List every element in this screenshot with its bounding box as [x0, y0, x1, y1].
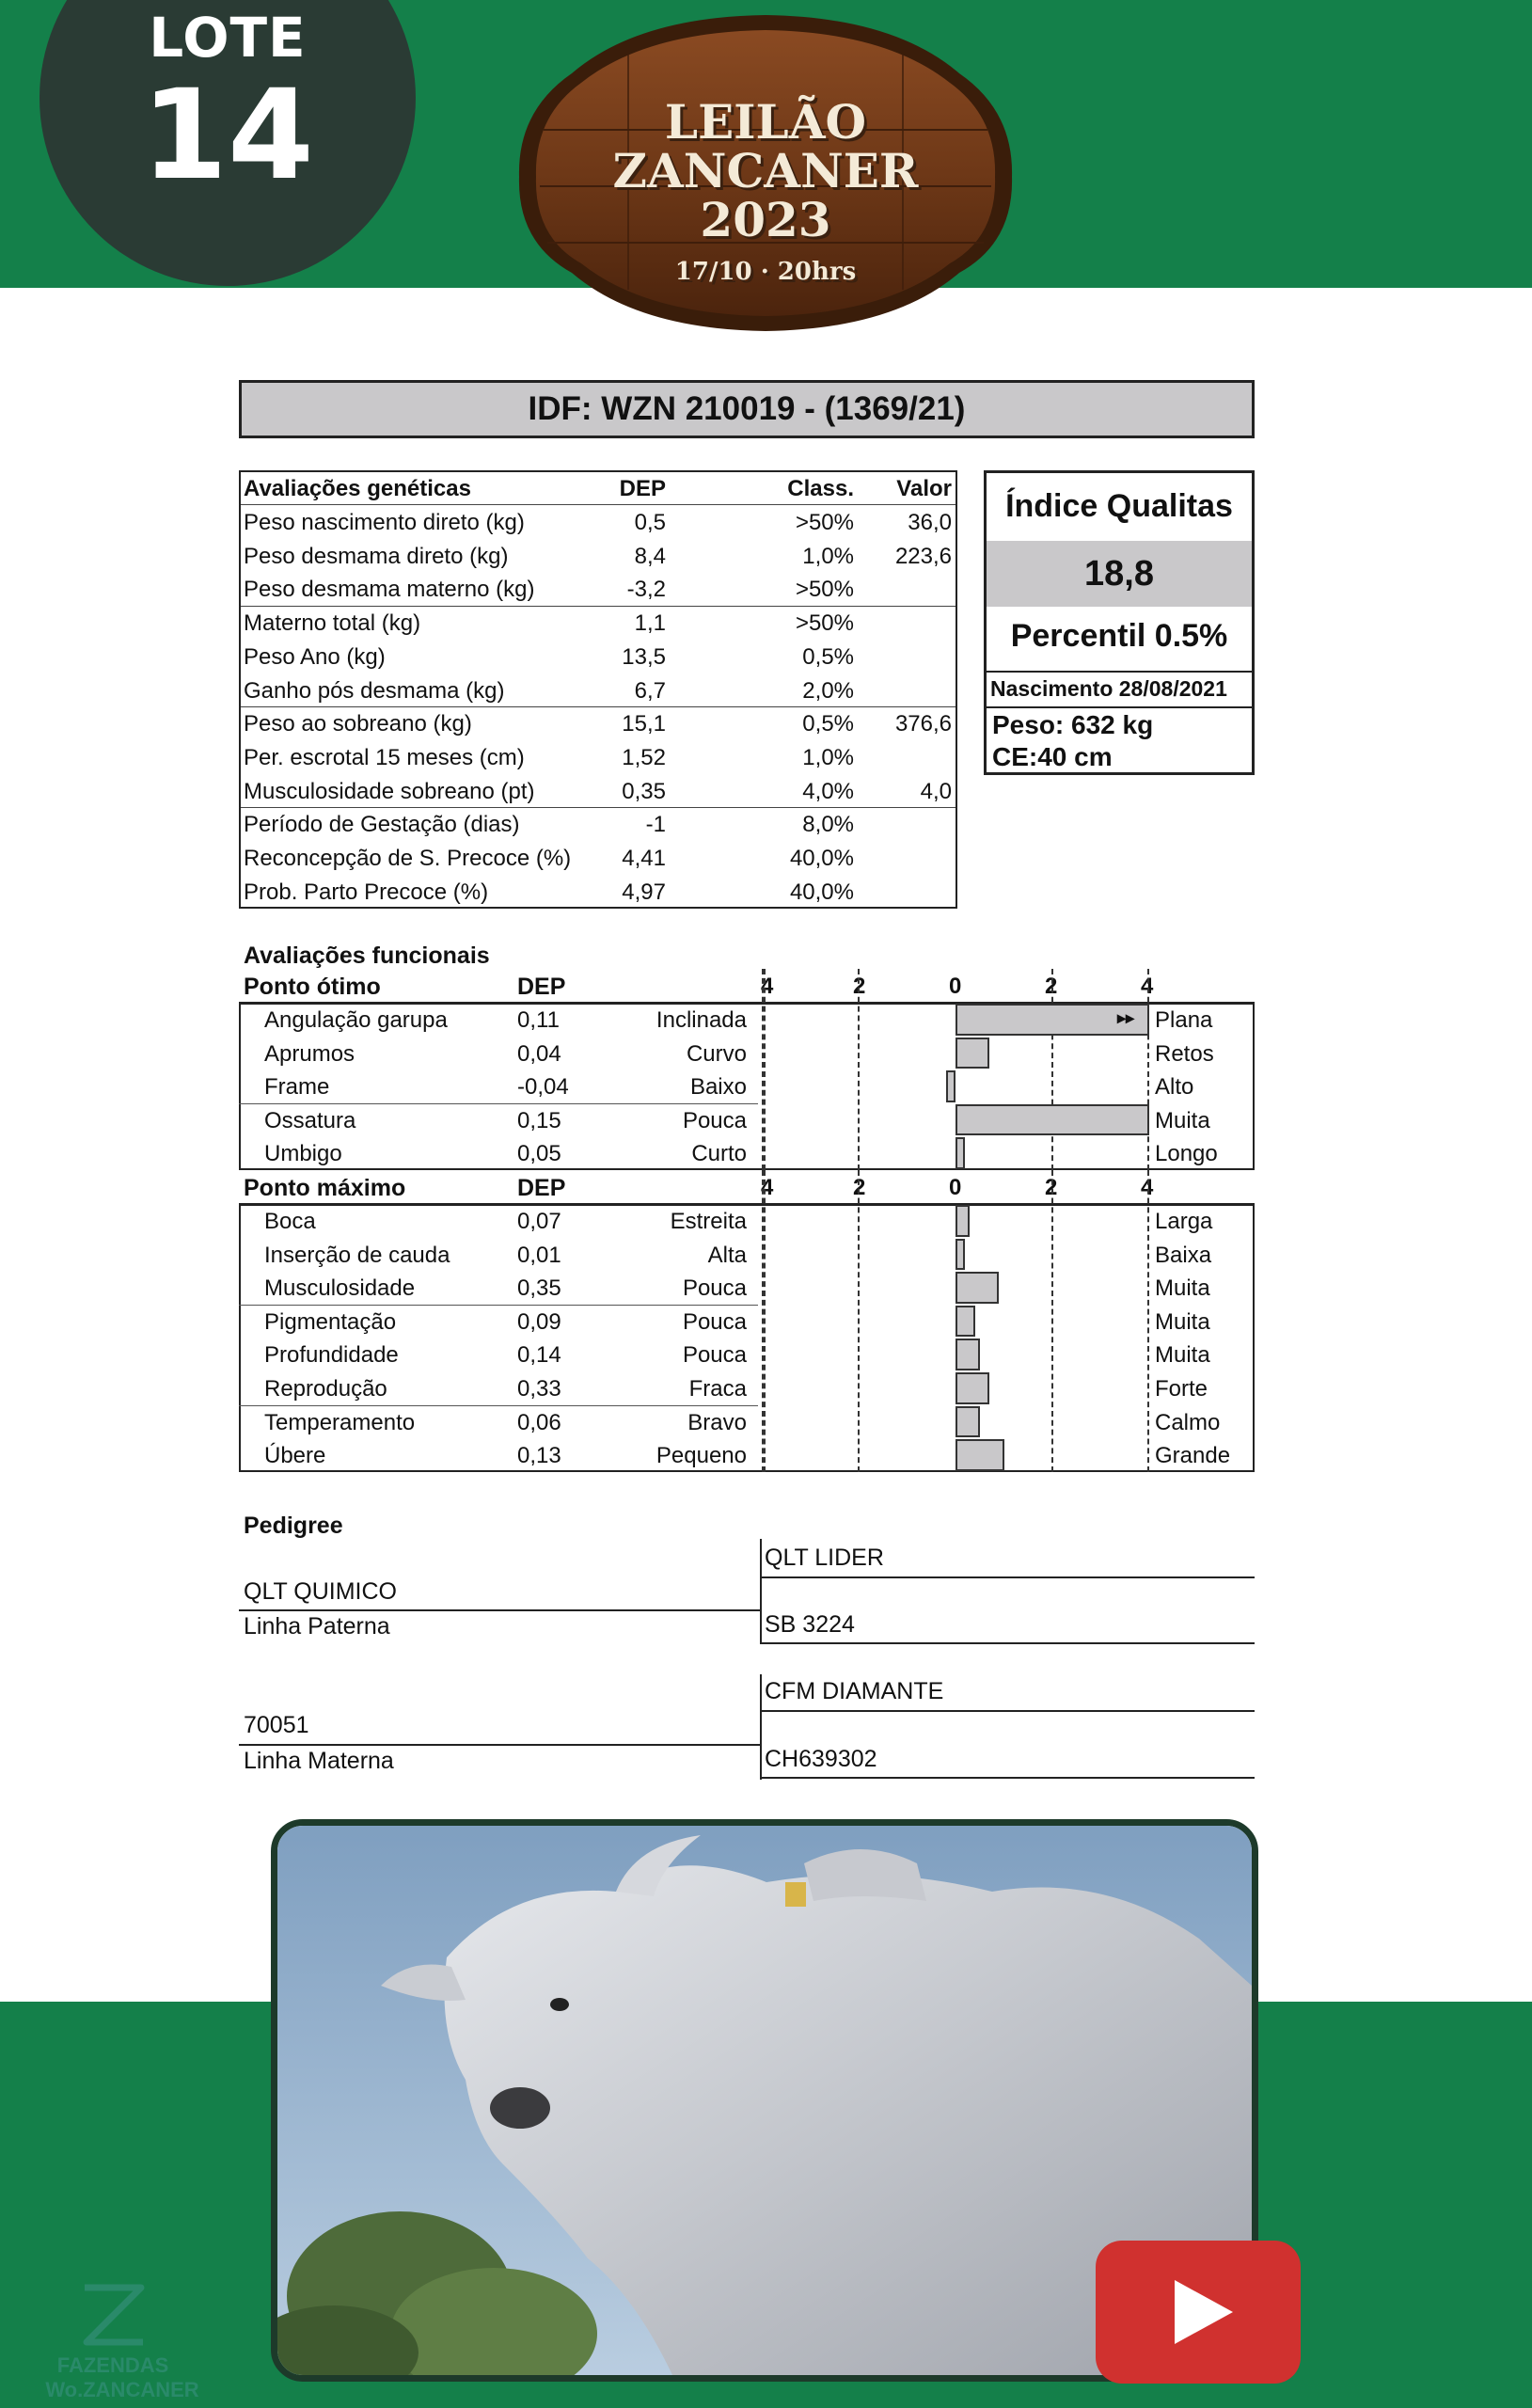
genetic-row [241, 775, 956, 809]
trait-name: Umbigo [264, 1141, 342, 1167]
trait-dep: 0,33 [517, 1376, 561, 1402]
deviation-bar [956, 1406, 980, 1438]
sire-line-label: Linha Paterna [244, 1613, 390, 1640]
axis-tick-label: 4 [761, 974, 774, 999]
high-end-label: Alto [1155, 1074, 1194, 1101]
table-header-row [241, 472, 956, 506]
trait-valor: 223,6 [894, 543, 952, 569]
functional-row [239, 1136, 1255, 1170]
zancaner-logo-icon [28, 2276, 197, 2352]
logo-text-line2: Wo.ZANCANER [45, 2378, 199, 2401]
low-end-label: Pouca [682, 1308, 747, 1335]
pedigree-title: Pedigree [244, 1513, 343, 1539]
trait-name: Inserção de cauda [264, 1242, 450, 1268]
overflow-arrow-icon: ▸▸ [1117, 1008, 1135, 1027]
trait-name: Frame [264, 1074, 330, 1101]
trait-dep: 0,05 [517, 1141, 561, 1167]
deviation-bar [956, 1104, 1149, 1136]
low-end-label: Pequeno [655, 1443, 747, 1469]
axis-tick-label: 2 [853, 974, 866, 999]
axis-tick-label: 2 [1045, 1175, 1058, 1200]
high-end-label: Longo [1155, 1141, 1218, 1167]
trait-name: Peso desmama direto (kg) [244, 543, 509, 569]
qualitas-title: Índice Qualitas [1005, 488, 1233, 524]
trait-dep: 0,09 [517, 1308, 561, 1335]
functional-row [239, 1069, 1255, 1103]
low-end-label: Pouca [682, 1107, 747, 1133]
functional-group-header [239, 1170, 1255, 1204]
lote-label: LOTE [149, 6, 307, 70]
animal-id-bar: IDF: WZN 210019 - (1369/21) [239, 380, 1255, 438]
trait-name: Úbere [264, 1443, 326, 1469]
trait-dep: 4,41 [622, 846, 666, 871]
deviation-bar [956, 1372, 989, 1404]
paternal-granddam: SB 3224 [765, 1611, 855, 1638]
genetic-row [241, 641, 956, 674]
genetic-row [241, 842, 956, 876]
dam-line-label: Linha Materna [244, 1748, 394, 1774]
qualitas-value: 18,8 [1084, 554, 1154, 594]
auction-logo-sign [515, 8, 1016, 339]
deviation-bar [956, 1339, 980, 1370]
axis-tick-label: 2 [1045, 974, 1058, 999]
column-header-class: Class. [787, 476, 854, 501]
divider [239, 1405, 758, 1406]
divider [241, 504, 956, 505]
column-header-dep: DEP [619, 476, 666, 501]
genetic-row [241, 540, 956, 574]
genetic-row [241, 674, 956, 708]
trait-dep: 6,7 [634, 677, 666, 704]
column-header-name: Avaliações genéticas [244, 476, 471, 501]
group-dep-label: DEP [517, 1175, 566, 1201]
trait-dep: 8,4 [634, 543, 666, 569]
deviation-bar [956, 1205, 970, 1237]
low-end-label: Pouca [682, 1342, 747, 1369]
functional-row [239, 1438, 1255, 1472]
maternal-granddam: CH639302 [765, 1746, 877, 1772]
trait-dep: 13,5 [622, 643, 666, 670]
trait-class: 4,0% [802, 778, 854, 804]
axis-tick-label: 4 [1141, 974, 1154, 999]
pedigree-connector [760, 1674, 762, 1780]
functional-row [239, 1204, 1255, 1238]
genetic-row [241, 876, 956, 910]
pedigree-line [760, 1710, 1255, 1712]
group-label: Ponto ótimo [244, 974, 381, 1000]
play-icon [1096, 2241, 1301, 2384]
divider [239, 1103, 758, 1104]
high-end-label: Muita [1155, 1107, 1210, 1133]
trait-dep: 0,06 [517, 1409, 561, 1435]
paternal-grandsire: QLT LIDER [765, 1545, 884, 1571]
low-end-label: Alta [707, 1242, 747, 1268]
trait-name: Prob. Parto Precoce (%) [244, 879, 489, 905]
functional-row [239, 1271, 1255, 1305]
high-end-label: Baixa [1155, 1242, 1212, 1268]
deviation-bar [956, 1306, 975, 1338]
high-end-label: Muita [1155, 1342, 1210, 1369]
divider [987, 706, 1252, 708]
trait-dep: 0,01 [517, 1242, 561, 1268]
high-end-label: Forte [1155, 1376, 1208, 1402]
pedigree-line [239, 1609, 760, 1611]
trait-dep: 0,13 [517, 1443, 561, 1469]
functional-evaluations-chart [239, 969, 1255, 1477]
high-end-label: Retos [1155, 1040, 1214, 1067]
trait-name: Profundidade [264, 1342, 399, 1369]
trait-name: Materno total (kg) [244, 610, 421, 637]
scrotal-circumference: CE:40 cm [992, 742, 1113, 771]
trait-dep: 4,97 [622, 879, 666, 905]
functional-row [239, 1305, 1255, 1339]
column-header-valor: Valor [896, 476, 952, 501]
trait-dep: -0,04 [517, 1074, 569, 1101]
trait-class: 0,5% [802, 643, 854, 670]
deviation-bar [956, 1137, 965, 1169]
trait-dep: 0,35 [517, 1275, 561, 1302]
group-dep-label: DEP [517, 974, 566, 1000]
trait-class: 8,0% [802, 812, 854, 838]
low-end-label: Pouca [682, 1275, 747, 1302]
qualitas-percentil: Percentil 0.5% [1010, 618, 1228, 654]
trait-class: 1,0% [802, 744, 854, 770]
trait-dep: -3,2 [626, 577, 666, 603]
logo-text-line1: FAZENDAS [56, 2353, 169, 2377]
genetic-row [241, 741, 956, 775]
functional-row [239, 1238, 1255, 1272]
sire-name: QLT QUIMICO [244, 1578, 397, 1605]
trait-dep: 0,5 [634, 510, 666, 535]
trait-valor: 376,6 [894, 711, 952, 737]
dam-name: 70051 [244, 1712, 309, 1738]
high-end-label: Plana [1155, 1007, 1213, 1033]
fazendas-zancaner-logo [28, 2276, 216, 2408]
axis-tick-label: 2 [853, 1175, 866, 1200]
trait-dep: 0,15 [517, 1107, 561, 1133]
trait-class: >50% [795, 510, 854, 535]
low-end-label: Bravo [687, 1409, 747, 1435]
genetic-evaluations-table [239, 470, 957, 909]
trait-name: Angulação garupa [264, 1007, 448, 1033]
maternal-grandsire: CFM DIAMANTE [765, 1678, 944, 1704]
axis-tick-label: 4 [761, 1175, 774, 1200]
trait-valor: 36,0 [908, 510, 952, 535]
axis-tick-label: 0 [949, 1175, 962, 1200]
trait-dep: 0,04 [517, 1040, 561, 1067]
low-end-label: Inclinada [655, 1007, 747, 1033]
trait-name: Ossatura [264, 1107, 356, 1133]
trait-name: Ganho pós desmama (kg) [244, 677, 505, 704]
trait-name: Peso nascimento direto (kg) [244, 510, 525, 535]
low-end-label: Baixo [689, 1074, 747, 1101]
trait-dep: 15,1 [622, 711, 666, 737]
axis-tick-label: 4 [1141, 1175, 1154, 1200]
high-end-label: Muita [1155, 1308, 1210, 1335]
pedigree-line [239, 1744, 760, 1746]
trait-name: Aprumos [264, 1040, 355, 1067]
sign-date: 17/10 · 20hrs [674, 258, 857, 286]
trait-name: Peso Ano (kg) [244, 643, 386, 670]
functional-evaluations-title: Avaliações funcionais [244, 943, 490, 969]
trait-class: 0,5% [802, 711, 854, 737]
sign-title-year: 2023 [700, 192, 831, 247]
deviation-bar [956, 1439, 1004, 1471]
axis-tick-label: 0 [949, 974, 962, 999]
functional-row [239, 1371, 1255, 1405]
deviation-bar [956, 1239, 965, 1271]
high-end-label: Grande [1155, 1443, 1231, 1469]
trait-dep: -1 [645, 812, 666, 838]
trait-dep: 1,1 [634, 610, 666, 637]
sign-title-line1: LEILÃO [664, 94, 867, 150]
trait-class: 40,0% [789, 879, 854, 905]
trait-name: Pigmentação [264, 1308, 397, 1335]
trait-name: Período de Gestação (dias) [244, 812, 520, 838]
deviation-bar [956, 1038, 989, 1069]
trait-valor: 4,0 [920, 778, 952, 804]
trait-class: 40,0% [789, 846, 854, 871]
trait-name: Temperamento [264, 1409, 416, 1435]
trait-class: >50% [795, 610, 854, 637]
deviation-bar [956, 1272, 999, 1304]
sign-title-line2: ZANCANER [612, 143, 919, 198]
high-end-label: Calmo [1155, 1409, 1221, 1435]
pedigree-connector [760, 1539, 762, 1644]
low-end-label: Estreita [670, 1209, 747, 1234]
divider [987, 671, 1252, 673]
genetic-row [241, 607, 956, 641]
trait-name: Musculosidade sobreano (pt) [244, 778, 535, 804]
trait-dep: 0,07 [517, 1209, 561, 1234]
lote-number: 14 [141, 63, 314, 208]
pedigree-line [760, 1576, 1255, 1578]
trait-class: 2,0% [802, 677, 854, 704]
trait-name: Peso ao sobreano (kg) [244, 711, 472, 737]
trait-dep: 0,35 [622, 778, 666, 804]
functional-row [239, 1338, 1255, 1371]
trait-name: Reconcepção de S. Precoce (%) [244, 846, 572, 871]
birth-date: Nascimento 28/08/2021 [990, 676, 1227, 701]
genetic-row [241, 506, 956, 540]
divider [239, 1305, 758, 1306]
genetic-row [241, 573, 956, 607]
high-end-label: Larga [1155, 1209, 1213, 1234]
trait-name: Peso desmama materno (kg) [244, 577, 535, 603]
functional-row [239, 1037, 1255, 1070]
pedigree-line [760, 1777, 1255, 1779]
low-end-label: Curvo [686, 1040, 747, 1067]
trait-name: Per. escrotal 15 meses (cm) [244, 744, 525, 770]
pedigree-line [760, 1642, 1255, 1644]
functional-row [239, 1405, 1255, 1439]
trait-dep: 0,11 [517, 1007, 560, 1033]
deviation-bar [946, 1070, 956, 1102]
genetic-row [241, 707, 956, 741]
functional-group-header [239, 969, 1255, 1003]
low-end-label: Fraca [688, 1376, 747, 1402]
high-end-label: Muita [1155, 1275, 1210, 1302]
qualitas-index-box [984, 470, 1255, 775]
low-end-label: Curto [691, 1141, 747, 1167]
trait-name: Reprodução [264, 1376, 387, 1402]
weight: Peso: 632 kg [992, 710, 1154, 739]
group-label: Ponto máximo [244, 1175, 406, 1201]
video-play-button[interactable] [1096, 2241, 1301, 2384]
trait-class: 1,0% [802, 543, 854, 569]
trait-name: Boca [264, 1209, 316, 1234]
trait-dep: 1,52 [622, 744, 666, 770]
genetic-row [241, 808, 956, 842]
trait-name: Musculosidade [264, 1275, 416, 1302]
trait-class: >50% [795, 577, 854, 603]
trait-dep: 0,14 [517, 1342, 561, 1369]
